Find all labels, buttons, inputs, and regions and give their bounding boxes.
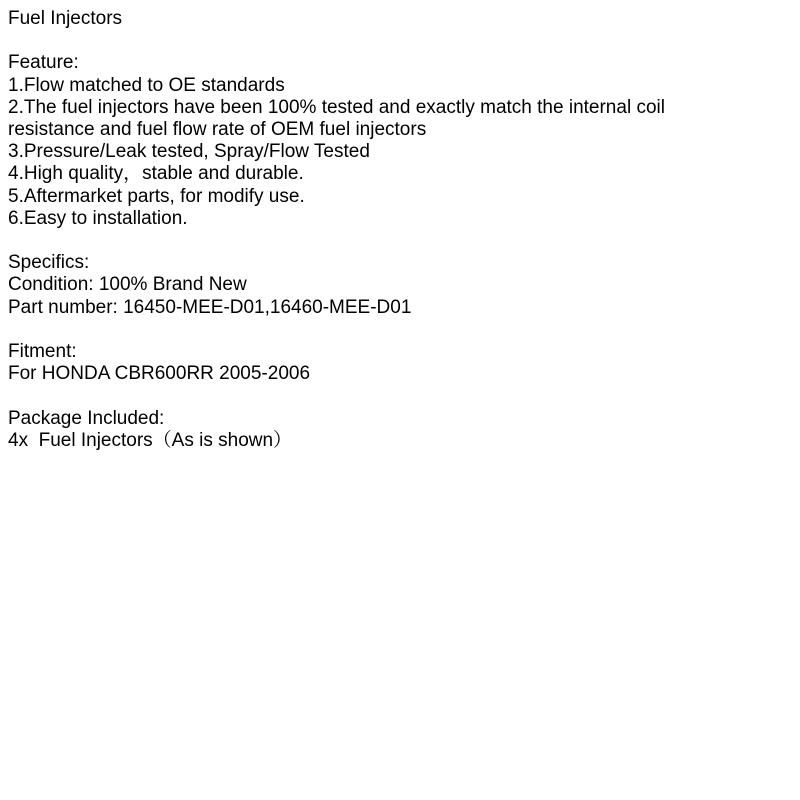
feature-item-2-continued: resistance and fuel flow rate of OEM fuel injectors [8, 119, 427, 140]
feature-heading: Feature: [8, 52, 79, 74]
feature-item-6: 6.Easy to installation. [8, 207, 188, 229]
feature-item-1: 1.Flow matched to OE standards [8, 74, 285, 96]
fitment-heading: Fitment: [8, 341, 77, 362]
spacer [8, 385, 792, 407]
product-title: Fuel Injectors [8, 8, 123, 29]
feature-item-5: 5.Aftermarket parts, for modify use. [8, 185, 305, 207]
package-heading: Package Included: [8, 407, 165, 429]
feature-item-2: 2.The fuel injectors have been 100% tested and exactly match the internal coil [8, 96, 665, 118]
feature-item-3: 3.Pressure/Leak tested, Spray/Flow Tested [8, 141, 370, 163]
part-number-text: Part number: 16450-MEE-D01,16460-MEE-D01 [8, 296, 412, 318]
spacer [8, 230, 792, 252]
package-contents: 4x Fuel Injectors（As is shown） [8, 429, 293, 451]
condition-text: Condition: 100% Brand New [8, 274, 247, 296]
specifics-heading: Specifics: [8, 252, 90, 274]
spacer [8, 319, 792, 341]
spacer [8, 30, 792, 52]
fitment-vehicle: For HONDA CBR600RR 2005-2006 [8, 363, 311, 385]
product-description [8, 8, 792, 452]
feature-item-4: 4.High quality，stable and durable. [8, 163, 304, 185]
